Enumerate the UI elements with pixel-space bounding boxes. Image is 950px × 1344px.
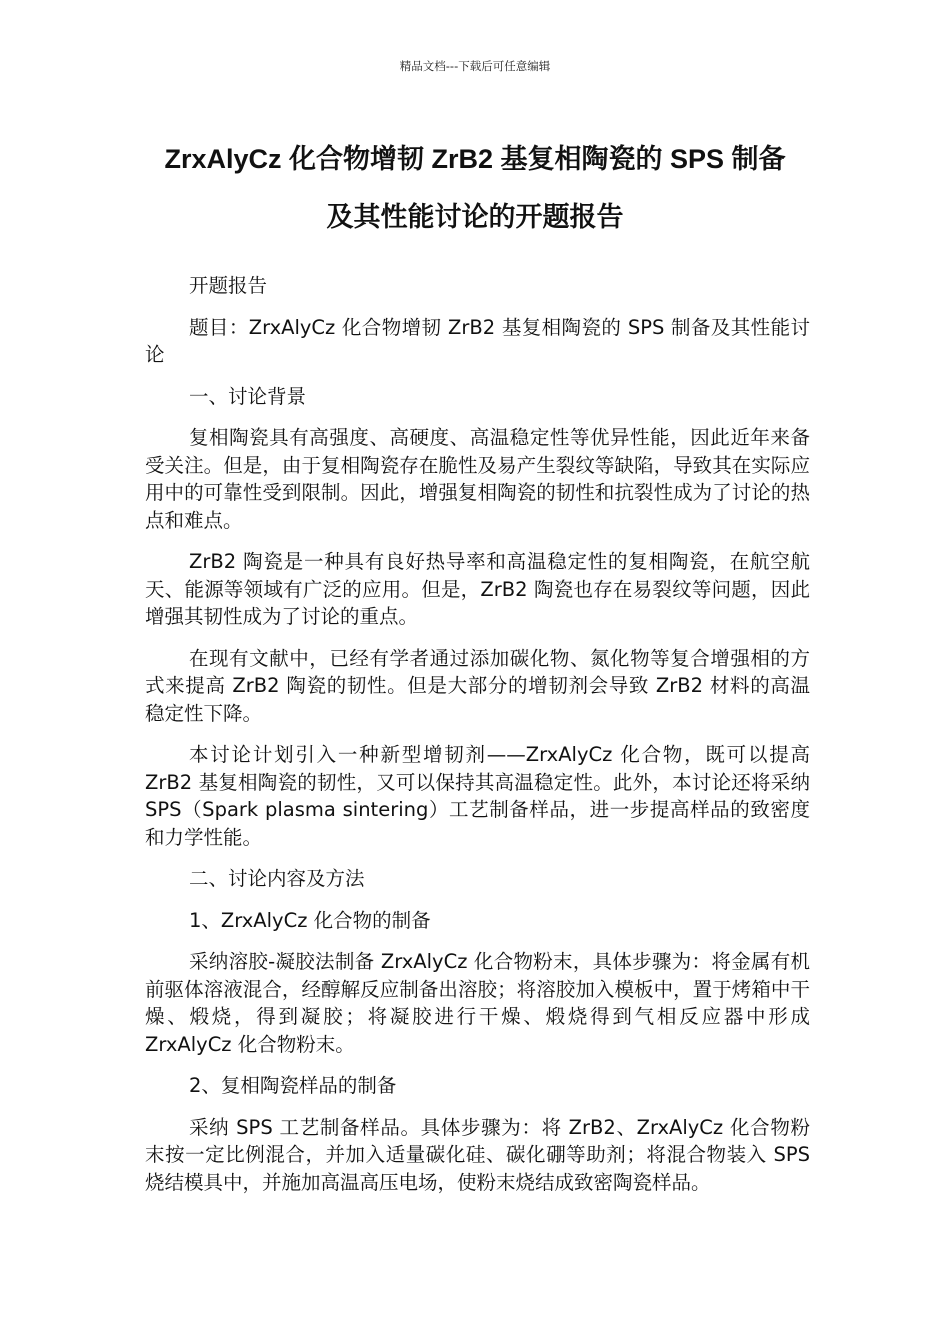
document-title-line-2: 及其性能讨论的开题报告 — [326, 202, 624, 232]
header-note: 精品文档---下载后可任意编辑 — [399, 59, 551, 73]
subheading-sample-preparation: 2、复相陶瓷样品的制备 — [189, 1074, 397, 1097]
heading-content-methods: 二、讨论内容及方法 — [189, 867, 365, 890]
paragraph-background-3: 在现有文献中，已经有学者通过添加碳化物、氮化物等复合增强相的方式来提高 ZrB2 陶瓷的韧性。但是大部分的增韧剂会导致 ZrB2 材料的高温稳定性下降。 — [145, 646, 810, 725]
heading-background: 一、讨论背景 — [189, 384, 307, 408]
subheading-compound-preparation: 1、ZrxAlyCz 化合物的制备 — [189, 908, 431, 932]
topic-line: 题目：ZrxAlyCz 化合物增韧 ZrB2 基复相陶瓷的 SPS 制备及其性能讨论 — [145, 315, 810, 366]
paragraph-background-4: 本讨论计划引入一种新型增韧剂——ZrxAlyCz 化合物，既可以提高 ZrB2 基复相陶瓷的韧性，又可以保持其高温稳定性。此外，本讨论还将采纳 SPS（Spark plasma sintering）工艺制备样品，进一步提高样品的致密度和力学性能。 — [145, 743, 810, 849]
section-label-report: 开题报告 — [189, 274, 268, 297]
paragraph-background-2: ZrB2 陶瓷是一种具有良好热导率和高温稳定性的复相陶瓷，在航空航天、能源等领域有广泛的应用。但是，ZrB2 陶瓷也存在易裂纹等问题，因此增强其韧性成为了讨论的重点。 — [145, 550, 810, 628]
paragraph-background-1: 复相陶瓷具有高强度、高硬度、高温稳定性等优异性能，因此近年来备受关注。但是，由于复相陶瓷存在脆性及易产生裂纹等缺陷，导致其在实际应用中的可靠性受到限制。因此，增强复相陶瓷的韧性和抗裂性成为了讨论的热点和难点。 — [145, 426, 810, 532]
paragraph-sample-preparation: 采纳 SPS 工艺制备样品。具体步骤为：将 ZrB2、ZrxAlyCz 化合物粉末按一定比例混合，并加入适量碳化硅、碳化硼等助剂；将混合物装入 SPS 烧结模具中，并施加高温高压电场，使粉末烧结成致密陶瓷样品。 — [145, 1115, 810, 1194]
document-body — [145, 272, 810, 1210]
document-title-line-1: ZrxAlyCz 化合物增韧 ZrB2 基复相陶瓷的 SPS 制备 — [164, 144, 786, 174]
paragraph-compound-preparation: 采纳溶胶-凝胶法制备 ZrxAlyCz 化合物粉末，具体步骤为：将金属有机前驱体溶液混合，经醇解反应制备出溶胶；将溶胶加入模板中，置于烤箱中干燥、煅烧，得到凝胶；将凝胶进行干燥、煅烧得到气相反应器中形成 ZrxAlyCz 化合物粉末。 — [145, 950, 810, 1056]
